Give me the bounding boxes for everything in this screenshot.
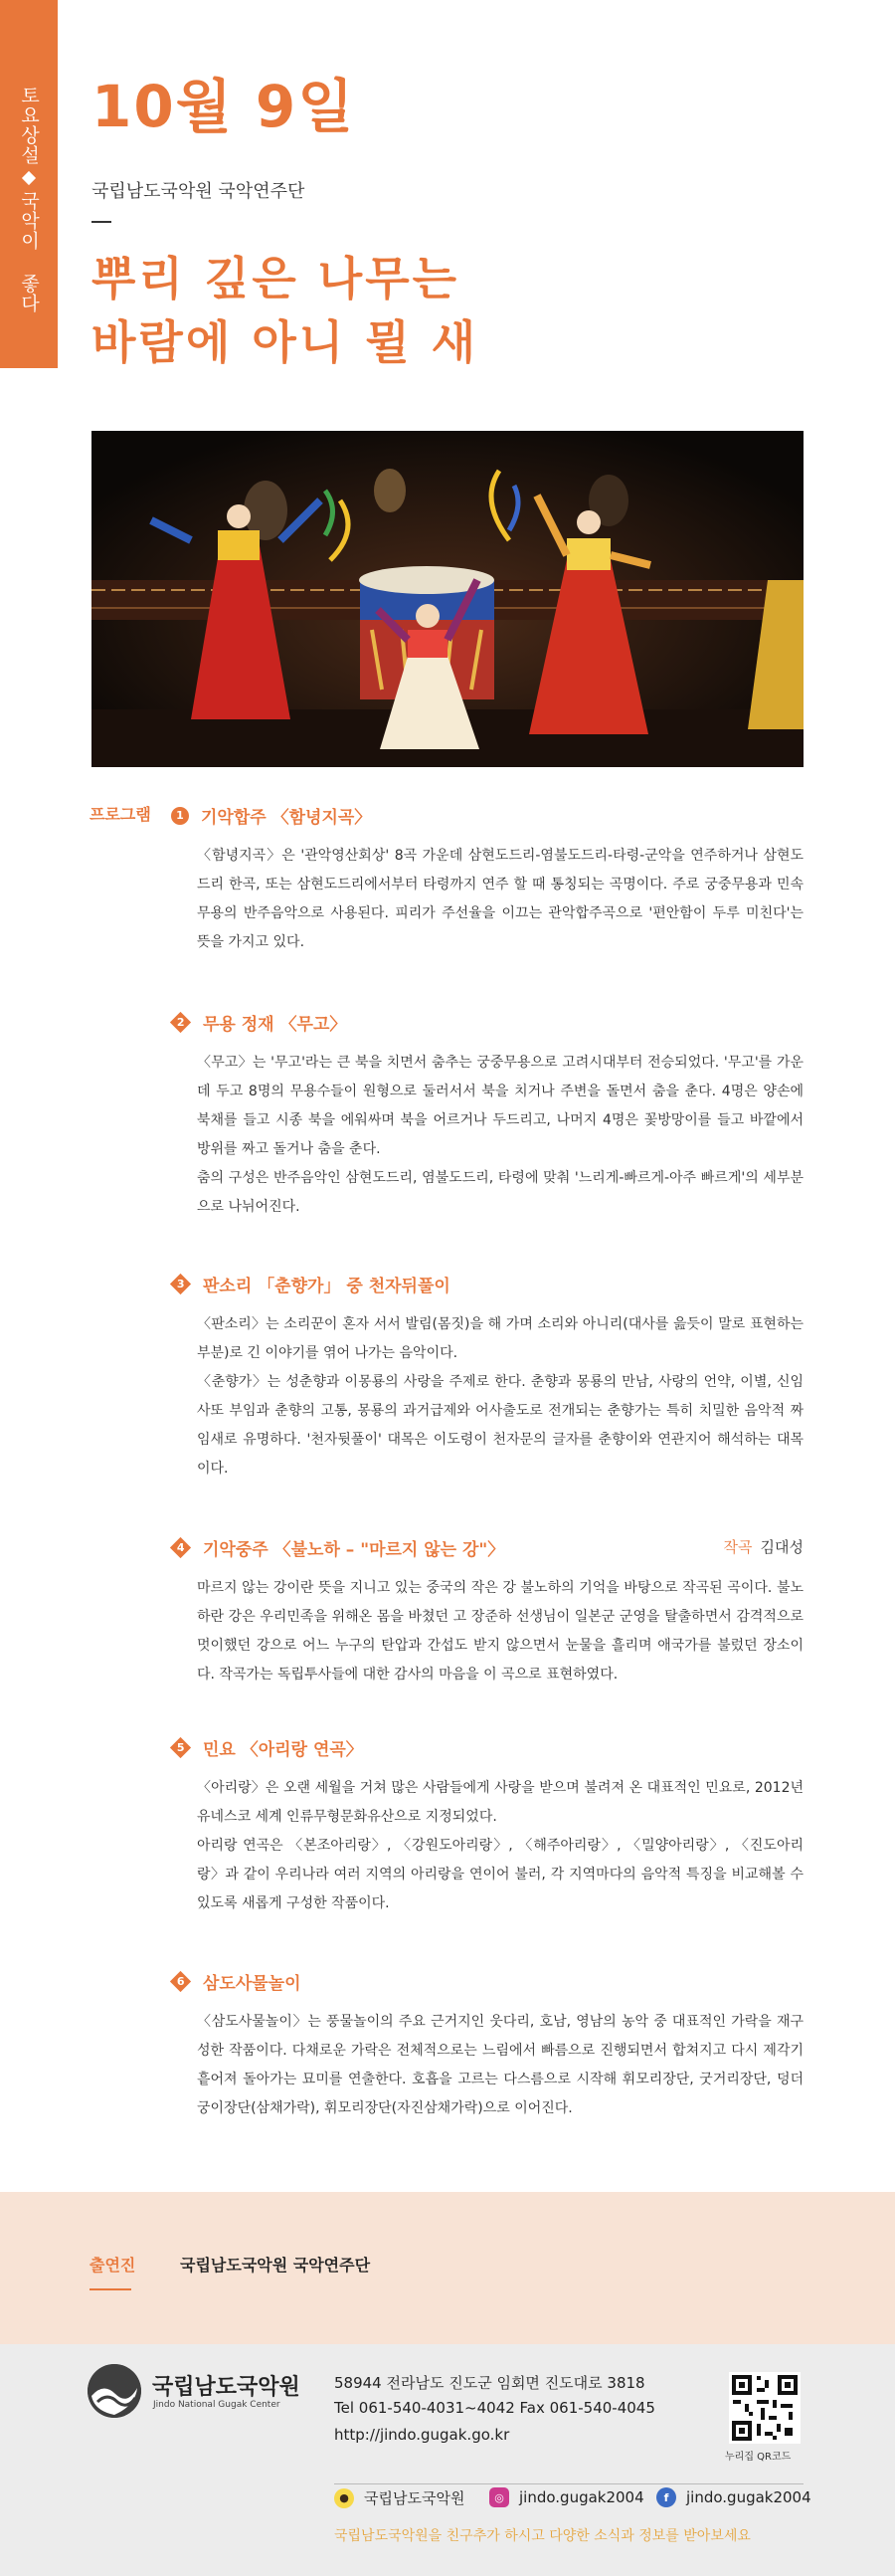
phone-fax: Tel 061-540-4031~4042 Fax 061-540-4045 [334,2399,655,2417]
program-item-3-heading [171,1272,450,1296]
address: 58944 전라남도 진도군 임회면 진도대로 3818 [334,2374,645,2392]
paragraph: 춤의 구성은 반주음악인 삼현도드리, 염불도드리, 타령에 맞춰 '느리게-빠르게-아주 빠르게'의 세부분으로 나뉘어진다. [197,1170,804,1215]
title-line-2: 바람에 아니 뮐 새 [91,315,479,369]
program-item-6-heading [171,1969,301,1994]
program-item-2-heading [171,1010,346,1035]
paragraph: 〈함녕지곡〉은 '관악영산회상' 8곡 가운데 삼현도드리-염불도드리-타령-군악을 연주하거나 삼현도드리 한곡, 또는 삼현도드리에서부터 타령까지 연주 할 때 통칭되는 곡명이다. 주로 궁중무용과 민속무용의 반주음악으로 사용된다. 피리가 주선율을 이끄는 관악합주곡으로 '편안함이 두루 미친다'는 뜻을 가지고 있다. [197,848,804,950]
paragraph: 〈아리랑〉은 오랜 세월을 거쳐 많은 사람들에게 사랑을 받으며 불려져 온 대표적인 민요로, 2012년 유네스코 세계 인류무형문화유산으로 지정되었다. [197,1780,804,1825]
sns-facebook[interactable] [656,2487,811,2507]
performer-label: 출연진 [90,2256,136,2275]
qr-label: 누리집 QR코드 [725,2452,792,2463]
performer-name: 국립남도국악원 국악연주단 [180,2256,371,2275]
performance-date: 10월 9일 [91,73,356,140]
side-tab [0,0,58,368]
qr-code-icon[interactable] [729,2372,801,2444]
item-number: 2 [176,1016,185,1029]
divider [91,221,111,223]
item-number: 6 [176,1975,185,1988]
sns-label: 국립남도국악원 [364,2489,465,2507]
side-tab-text [0,70,58,328]
item-number: 5 [176,1741,185,1754]
divider [334,2483,804,2484]
number-badge-icon [170,1537,191,1558]
program-item-5-description [197,1774,804,1918]
paragraph: 〈판소리〉는 소리꾼이 혼자 서서 발림(몸짓)을 해 가며 소리와 아니리(대사를 읊듯이 말로 표현하는 부분)로 긴 이야기를 엮어 나가는 음악이다. [197,1316,804,1361]
program-item-title: 삼도사물놀이 [203,1974,301,1994]
item-number: 4 [176,1541,185,1554]
diamond-icon [22,170,36,184]
website-link[interactable]: http://jindo.gugak.go.kr [334,2426,510,2444]
program-item-title: 무용 정재 〈무고〉 [203,1015,347,1035]
kakao-icon: ● [334,2488,354,2508]
instagram-icon: ◎ [489,2487,509,2507]
number-badge-icon [170,1274,191,1294]
program-item-1-heading [171,803,371,828]
item-number: 3 [176,1278,185,1290]
logo-icon [88,2364,141,2418]
item-number: 1 [176,809,184,822]
program-item-4-heading [171,1535,504,1560]
side-tab-subtitle: 국악이 좋다 [18,190,40,313]
performance-photo [91,431,804,767]
paragraph: 마르지 않는 강이란 뜻을 지니고 있는 중국의 작은 강 불노하의 기억을 바탕으로 작곡된 곡이다. 불노하란 강은 우리민족을 위해온 몸을 바쳤던 고 장준하 선생님이 일본군 군영을 탈출하면서 감격적으로 멋이했던 강으로 어느 누구의 탄압과 간섭도 받지 않으면서 눈물을 흘리며 애국가를 불렀던 장소이다. 작곡가는 독립투사들에 대한 감사의 마음을 이 곡으로 표현하였다. [197,1580,804,1683]
facebook-icon: f [656,2487,676,2507]
sns-label: jindo.gugak2004 [519,2488,644,2506]
footer [0,2344,895,2576]
program-item-title: 민요 〈아리랑 연곡〉 [203,1740,363,1760]
footer-note: 국립남도국악원을 친구추가 하시고 다양한 소식과 정보를 받아보세요 [334,2528,751,2544]
program-item-2-description [197,1049,804,1222]
program-item-title: 기악중주 〈불노하 – "마르지 않는 강"〉 [203,1540,505,1560]
program-item-5-heading [171,1735,363,1760]
number-badge-icon [170,1971,191,1992]
program-item-title: 기악합주 〈함녕지곡〉 [201,808,372,828]
dancers-illustration [91,431,804,767]
paragraph: 〈무고〉는 '무고'라는 큰 북을 치면서 춤추는 궁중무용으로 고려시대부터 전승되었다. '무고'를 가운데 두고 8명의 무용수들이 원형으로 둘러서서 북을 치거나 주변을 돌면서 춤을 춘다. 4명은 양손에 북채를 들고 시종 북을 에워싸며 북을 어르거나 두드리고, 나머지 4명은 꽃방망이를 들고 바깥에서 방위를 짜고 돌거나 춤을 춘다. [197,1055,804,1157]
logo-name: 국립남도국악원 [152,2375,300,2400]
performer-underline [90,2288,131,2290]
side-tab-series: 토요상설 [18,85,40,165]
program-item-1-description [197,842,804,957]
program-label: 프로그램 [90,805,151,824]
paragraph: 〈삼도사물놀이〉는 풍물놀이의 주요 근거지인 웃다리, 호남, 영남의 농악 중 대표적인 가락을 재구성한 작품이다. 다채로운 가락은 전체적으로는 느림에서 빠름으로 진행되면서 합쳐지고 다시 제각기 흩어져 돌아가는 묘미를 연출한다. 호흡을 고르는 다스름으로 시작해 휘모리장단, 굿거리장단, 덩더궁이장단(삼채가락), 휘모리장단(자진삼채가락)으로 이어진다. [197,2014,804,2116]
composer-label: 작곡 [723,1538,753,1556]
program-item-title: 판소리 「춘향가」 중 천자뒤풀이 [203,1277,450,1296]
number-badge-icon [171,807,189,825]
organization: 국립남도국악원 국악연주단 [91,181,305,202]
number-badge-icon [170,1012,191,1033]
composer-credit [724,1536,804,1557]
sns-kakao[interactable] [334,2487,464,2508]
sns-label: jindo.gugak2004 [686,2488,811,2506]
program-item-4-description [197,1574,804,1689]
paragraph: 〈춘향가〉는 성춘향과 이몽룡의 사랑을 주제로 한다. 춘향과 몽룡의 만남, 사랑의 언약, 이별, 신임 사또 부임과 춘향의 고통, 몽룡의 과거급제와 어사출도로 전개되는 춘향가는 특히 치밀한 음악적 짜임새로 유명하다. '천자뒷풀이' 대목은 이도령이 천자문의 글자를 춘향이와 연관지어 해석하는 대목이다. [197,1374,804,1477]
composer-name: 김대성 [760,1538,804,1556]
program-item-6-description [197,2008,804,2123]
paragraph: 아리랑 연곡은 〈본조아리랑〉, 〈강원도아리랑〉, 〈해주아리랑〉, 〈밀양아리랑〉, 〈진도아리랑〉과 같이 우리나라 여러 지역의 아리랑을 연이어 불러, 각 지역마다의 음악적 특징을 비교해볼 수 있도록 새롭게 구성한 작품이다. [197,1838,804,1911]
title-line-1: 뿌리 깊은 나무는 [91,252,460,305]
logo-english-name: Jindo National Gugak Center [153,2400,280,2410]
number-badge-icon [170,1737,191,1758]
sns-instagram[interactable] [489,2487,644,2507]
program-item-3-description [197,1310,804,1484]
performer-section [0,2192,895,2344]
